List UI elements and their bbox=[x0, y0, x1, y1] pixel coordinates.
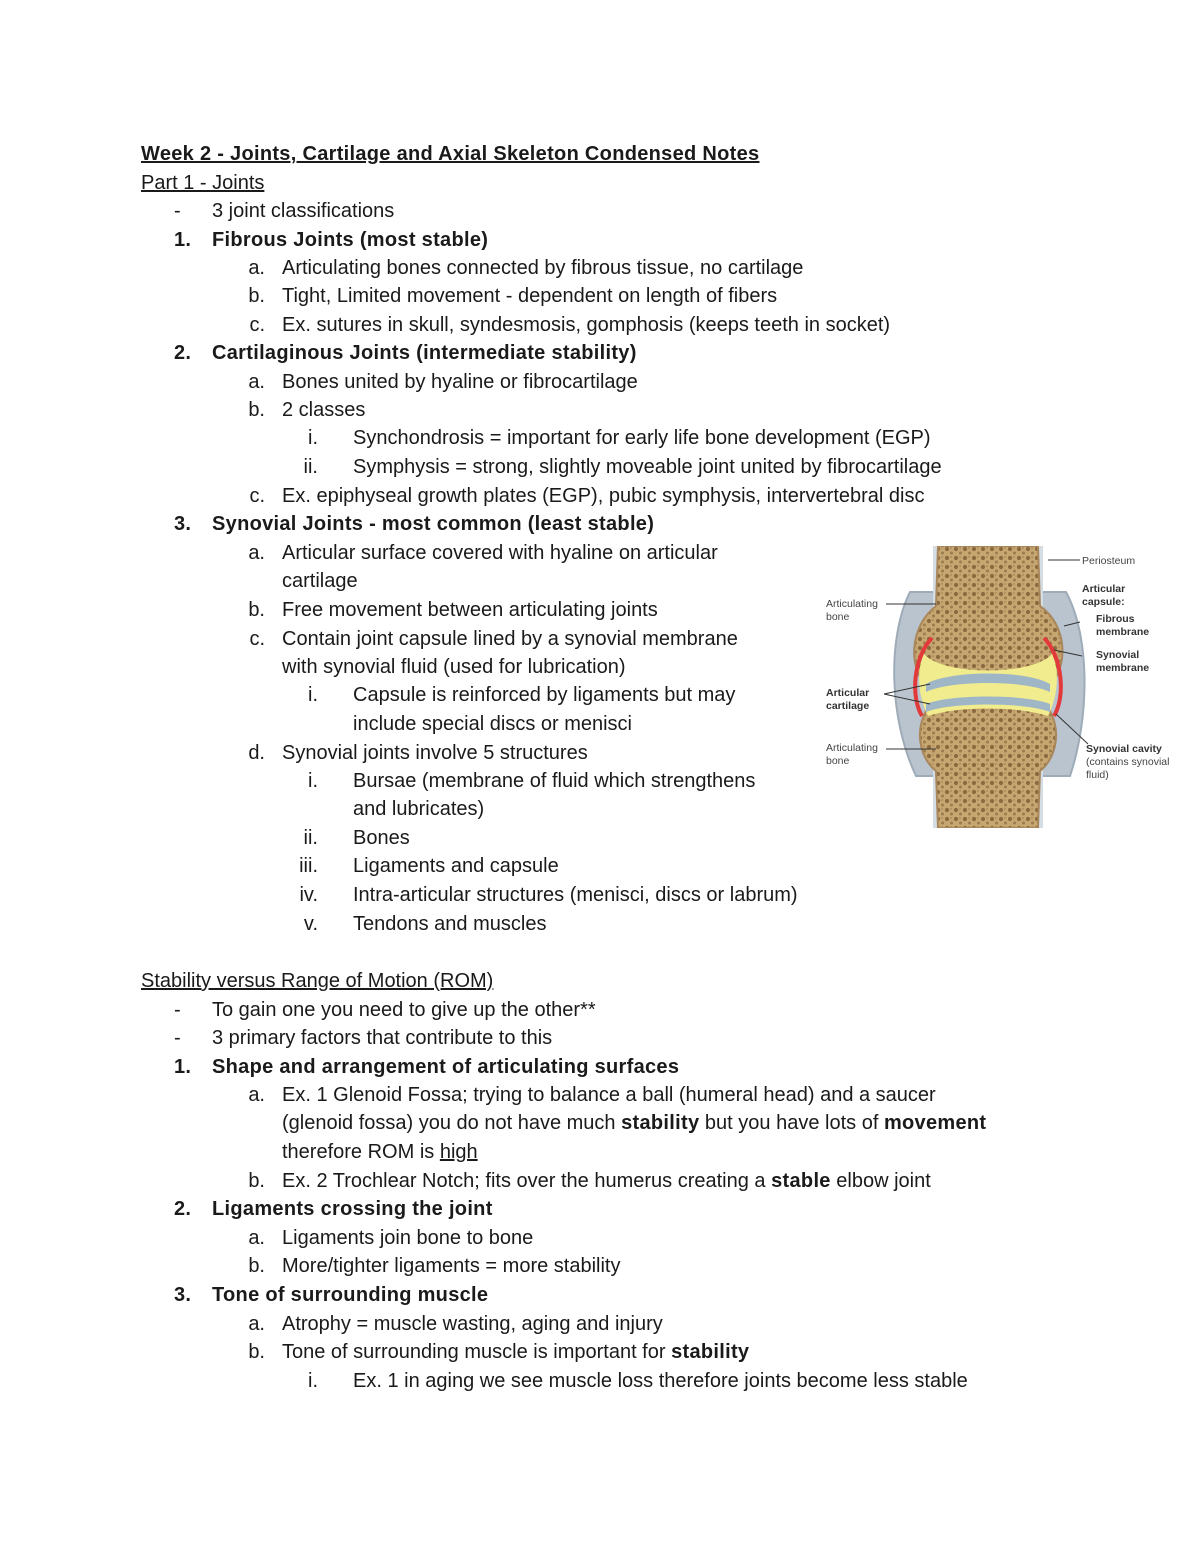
list-item: Ex. epiphyseal growth plates (EGP), pubic symphysis, intervertebral disc bbox=[282, 485, 925, 507]
emphasis-stability: stability bbox=[671, 1341, 750, 1363]
list-marker: iv. bbox=[299, 884, 318, 906]
list-marker: b. bbox=[248, 1255, 265, 1277]
text-run: Ex. 2 Trochlear Notch; fits over the humerus creating a bbox=[282, 1170, 772, 1192]
list-item-continuation: and lubricates) bbox=[353, 798, 485, 820]
list-item: Ligaments and capsule bbox=[353, 855, 559, 877]
list-item: Articulating bones connected by fibrous tissue, no cartilage bbox=[282, 257, 804, 279]
list-dash: - bbox=[174, 200, 181, 222]
list-number: 2. bbox=[174, 342, 192, 364]
list-dash: - bbox=[174, 1027, 181, 1049]
list-marker: d. bbox=[248, 742, 265, 764]
synovial-joints-heading: Synovial Joints - most common (least stable) bbox=[212, 513, 655, 535]
list-marker: i. bbox=[308, 1370, 318, 1392]
list-marker: a. bbox=[248, 542, 265, 564]
list-item: Ex. 1 Glenoid Fossa; trying to balance a ball (humeral head) and a saucer bbox=[282, 1084, 936, 1106]
page-title: Week 2 - Joints, Cartilage and Axial Skeleton Condensed Notes bbox=[141, 143, 760, 165]
text-run: therefore ROM is bbox=[282, 1141, 440, 1163]
list-number: 3. bbox=[174, 1284, 192, 1306]
list-item-continuation: cartilage bbox=[282, 570, 358, 592]
list-item: 2 classes bbox=[282, 399, 366, 421]
list-number: 3. bbox=[174, 513, 192, 535]
list-item: More/tighter ligaments = more stability bbox=[282, 1255, 621, 1277]
label-synovial-2: membrane bbox=[1096, 662, 1150, 674]
list-item: Contain joint capsule lined by a synovial membrane bbox=[282, 628, 738, 650]
list-marker: b. bbox=[248, 1170, 265, 1192]
list-item-continuation: include special discs or menisci bbox=[353, 713, 633, 735]
list-item-continuation bbox=[282, 1109, 986, 1137]
list-item: Ex. 1 in aging we see muscle loss therefore joints become less stable bbox=[353, 1370, 968, 1392]
list-marker: i. bbox=[308, 427, 318, 449]
label-fibrous: Fibrous bbox=[1096, 613, 1135, 625]
ligaments-heading: Ligaments crossing the joint bbox=[212, 1198, 493, 1220]
label-synovial-cavity: Synovial cavity bbox=[1086, 743, 1162, 755]
emphasis-movement: movement bbox=[883, 1112, 987, 1134]
list-marker: b. bbox=[248, 599, 265, 621]
list-number: 1. bbox=[174, 1056, 192, 1078]
list-marker: iii. bbox=[299, 855, 318, 877]
label-articular-capsule: Articular bbox=[1082, 583, 1126, 595]
label-articulating-bone-top: Articulating bbox=[826, 598, 878, 610]
list-item: Tight, Limited movement - dependent on length of fibers bbox=[282, 285, 778, 307]
text-run: but you have lots of bbox=[699, 1112, 884, 1134]
list-item: Free movement between articulating joints bbox=[282, 599, 658, 621]
list-marker: c. bbox=[249, 485, 265, 507]
list-marker: b. bbox=[248, 1341, 265, 1363]
list-item: Synchondrosis = important for early life bone development (EGP) bbox=[353, 427, 931, 449]
list-item: Symphysis = strong, slightly moveable joint united by fibrocartilage bbox=[353, 456, 942, 478]
cartilaginous-joints-heading: Cartilaginous Joints (intermediate stability) bbox=[212, 342, 637, 364]
list-item: Bursae (membrane of fluid which strengthens bbox=[353, 770, 756, 792]
list-item-continuation: with synovial fluid (used for lubrication) bbox=[282, 656, 626, 678]
list-marker: a. bbox=[248, 1313, 265, 1335]
label-synovial-cavity-2: (contains synovial bbox=[1086, 756, 1170, 768]
text-run: Tone of surrounding muscle is important for bbox=[282, 1341, 672, 1363]
list-item: Capsule is reinforced by ligaments but may bbox=[353, 684, 736, 706]
section-heading-joints: Part 1 - Joints bbox=[141, 172, 265, 194]
list-item: Bones bbox=[353, 827, 410, 849]
list-item: Synovial joints involve 5 structures bbox=[282, 742, 588, 764]
list-marker: a. bbox=[248, 1084, 265, 1106]
list-marker: b. bbox=[248, 285, 265, 307]
emphasis-stability: stability bbox=[621, 1112, 700, 1134]
label-articulating-bone-top-2: bone bbox=[826, 611, 850, 623]
text-run: elbow joint bbox=[830, 1170, 931, 1192]
list-item: Articular surface covered with hyaline on articular bbox=[282, 542, 718, 564]
label-synovial-cavity-3: fluid) bbox=[1086, 769, 1109, 781]
articulating-bone-bottom bbox=[920, 701, 1056, 828]
list-item bbox=[282, 1338, 749, 1366]
list-item: To gain one you need to give up the other** bbox=[212, 999, 596, 1021]
list-item: Tendons and muscles bbox=[353, 913, 547, 935]
label-articular-cartilage-2: cartilage bbox=[826, 700, 870, 712]
label-periosteum: Periosteum bbox=[1082, 555, 1136, 567]
list-item: Ex. sutures in skull, syndesmosis, gomphosis (keeps teeth in socket) bbox=[282, 314, 891, 336]
emphasis-stable: stable bbox=[771, 1170, 831, 1192]
list-marker: a. bbox=[248, 371, 265, 393]
section-heading-stability: Stability versus Range of Motion (ROM) bbox=[141, 970, 494, 992]
label-articulating-bone-bottom: Articulating bbox=[826, 742, 878, 754]
list-marker: c. bbox=[249, 314, 265, 336]
list-marker: ii. bbox=[303, 456, 318, 478]
list-marker: b. bbox=[248, 399, 265, 421]
underlined-high: high bbox=[439, 1141, 478, 1163]
list-item: Bones united by hyaline or fibrocartilage bbox=[282, 371, 638, 393]
list-marker: v. bbox=[303, 913, 318, 935]
label-synovial: Synovial bbox=[1096, 649, 1140, 661]
list-marker: c. bbox=[249, 628, 265, 650]
list-number: 1. bbox=[174, 229, 192, 251]
list-item: Ligaments join bone to bone bbox=[282, 1227, 534, 1249]
fibrous-joints-heading: Fibrous Joints (most stable) bbox=[212, 229, 489, 251]
list-item: 3 primary factors that contribute to this bbox=[212, 1027, 553, 1049]
tone-heading: Tone of surrounding muscle bbox=[212, 1284, 489, 1306]
list-marker: a. bbox=[248, 257, 265, 279]
label-fibrous-2: membrane bbox=[1096, 626, 1150, 638]
list-marker: ii. bbox=[303, 827, 318, 849]
list-item: Atrophy = muscle wasting, aging and injury bbox=[282, 1313, 663, 1335]
label-articular-cartilage: Articular bbox=[826, 687, 870, 699]
shape-arrangement-heading: Shape and arrangement of articulating surfaces bbox=[212, 1056, 680, 1078]
list-item bbox=[282, 1167, 931, 1195]
synovial-joint-diagram bbox=[818, 546, 1180, 828]
list-item: Intra-articular structures (menisci, discs or labrum) bbox=[353, 884, 798, 906]
list-marker: a. bbox=[248, 1227, 265, 1249]
list-item: 3 joint classifications bbox=[212, 200, 395, 222]
label-articular-capsule-2: capsule: bbox=[1082, 596, 1125, 608]
list-marker: i. bbox=[308, 684, 318, 706]
text-run: (glenoid fossa) you do not have much bbox=[282, 1112, 622, 1134]
label-articulating-bone-bottom-2: bone bbox=[826, 755, 850, 767]
list-dash: - bbox=[174, 999, 181, 1021]
list-marker: i. bbox=[308, 770, 318, 792]
list-number: 2. bbox=[174, 1198, 192, 1220]
list-item-continuation bbox=[282, 1138, 478, 1166]
